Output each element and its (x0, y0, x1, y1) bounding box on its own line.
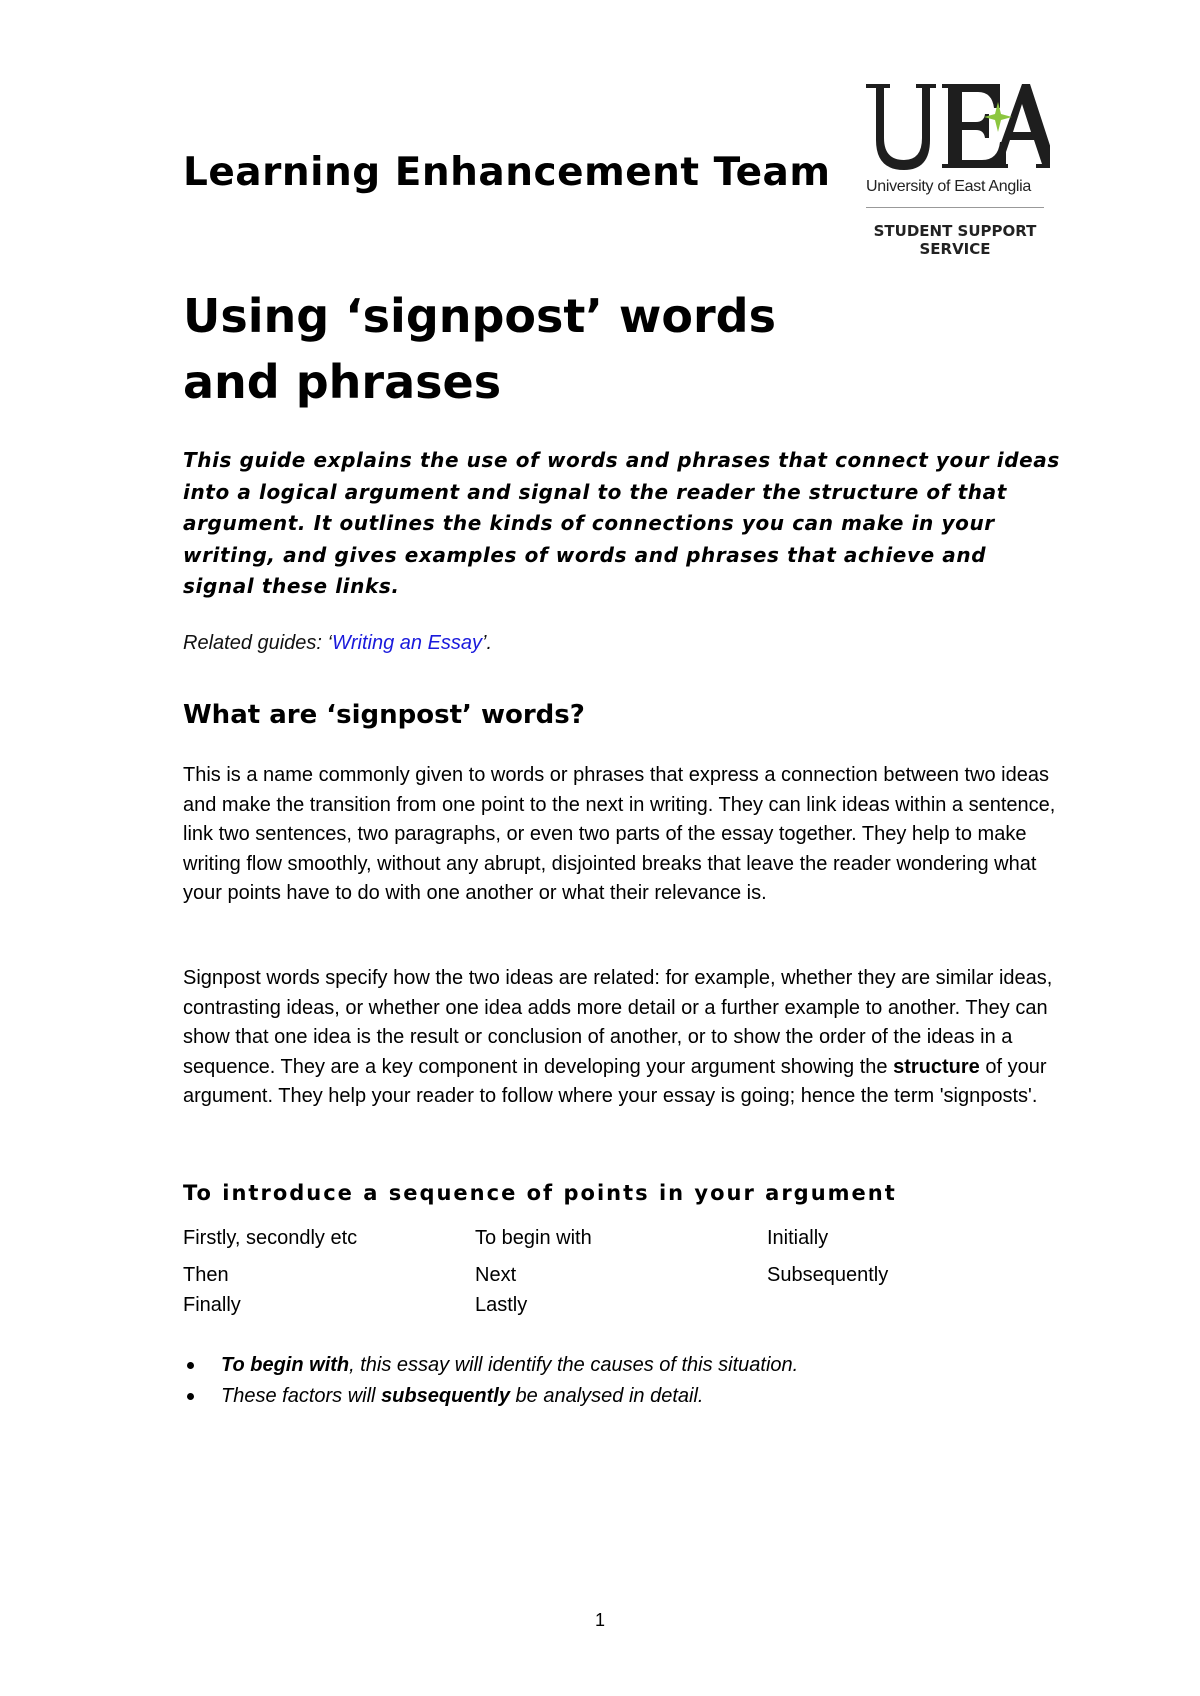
list-item (183, 1385, 1063, 1416)
example-emphasis: subsequently (381, 1385, 510, 1407)
example-text: be analysed in detail. (509, 1385, 704, 1407)
table-cell: Lastly (475, 1294, 528, 1316)
table-row (183, 1227, 1063, 1264)
team-title: Learning Enhancement Team (183, 150, 831, 195)
intro-paragraph: This guide explains the use of words and phrases that connect your ideas into a logical argument and signal to the reader the structure of that argument. It outlines the kinds of connections you can make in your writing, and gives examples of words and phrases that achieve and signal these links. (183, 448, 1060, 598)
table-cell: Then (183, 1264, 229, 1286)
bullet-icon (187, 1362, 194, 1369)
structure-emphasis: structure (893, 1055, 980, 1078)
title-line-2: and phrases (183, 355, 502, 409)
paragraph-2 (183, 964, 1063, 1112)
list-item (183, 1354, 1063, 1385)
signpost-word-table (183, 1227, 1063, 1324)
service-line-1: STUDENT SUPPORT (873, 222, 1037, 240)
title-line-1: Using ‘signpost’ words (183, 289, 776, 343)
related-suffix: ’. (482, 632, 493, 654)
table-cell: Next (475, 1264, 517, 1286)
service-name (866, 222, 1044, 258)
table-row (183, 1294, 1063, 1324)
example-emphasis: To begin with (221, 1354, 350, 1376)
table-cell: Subsequently (767, 1264, 889, 1286)
example-bullet-list (183, 1354, 1063, 1416)
section-heading-sequence: To introduce a sequence of points in your argument (183, 1181, 897, 1205)
document-title (183, 283, 883, 415)
uea-logo-icon (860, 80, 1050, 175)
related-guides (183, 632, 492, 655)
logo-divider (866, 207, 1044, 208)
related-prefix: Related guides: ‘ (183, 632, 332, 654)
paragraph-2-part-a: Signpost words specify how the two ideas are related: for example, whether they are similar ideas, contrasting ideas, or whether one idea adds more detail or a further example to another. They can show that one idea is the result or conclusion of another, or to show the order of the ideas in a sequence. They are a key component in developing your argument showing the (183, 967, 1053, 1078)
table-cell: To begin with (475, 1227, 592, 1249)
table-cell: Finally (183, 1294, 241, 1316)
paragraph-1: This is a name commonly given to words or phrases that express a connection between two ideas and make the transition from one point to the next in writing. They can link ideas within a sentence, link two sentences, two paragraphs, or even two parts of the essay together. They help to make writing flow smoothly, without any abrupt, disjointed breaks that leave the reader wondering what your points have to do with one another or what their relevance is. (183, 764, 1056, 904)
paragraph-2-part-b: of your argument. They help your reader to follow where your essay is going; hence the term 'signposts'. (183, 1055, 1047, 1107)
writing-an-essay-link[interactable]: Writing an Essay (331, 632, 483, 654)
example-text: These factors will (221, 1385, 382, 1407)
example-text: , this essay will identify the causes of this situation. (349, 1354, 799, 1376)
page-number: 1 (594, 1610, 605, 1630)
uea-logo (860, 80, 1050, 260)
table-row (183, 1264, 1063, 1294)
section-heading-signpost: What are ‘signpost’ words? (183, 700, 585, 730)
bullet-icon (187, 1393, 194, 1400)
table-cell: Firstly, secondly etc (183, 1227, 358, 1249)
table-cell: Initially (767, 1227, 829, 1249)
university-name: University of East Anglia (866, 178, 1032, 195)
service-line-2: SERVICE (919, 240, 991, 258)
